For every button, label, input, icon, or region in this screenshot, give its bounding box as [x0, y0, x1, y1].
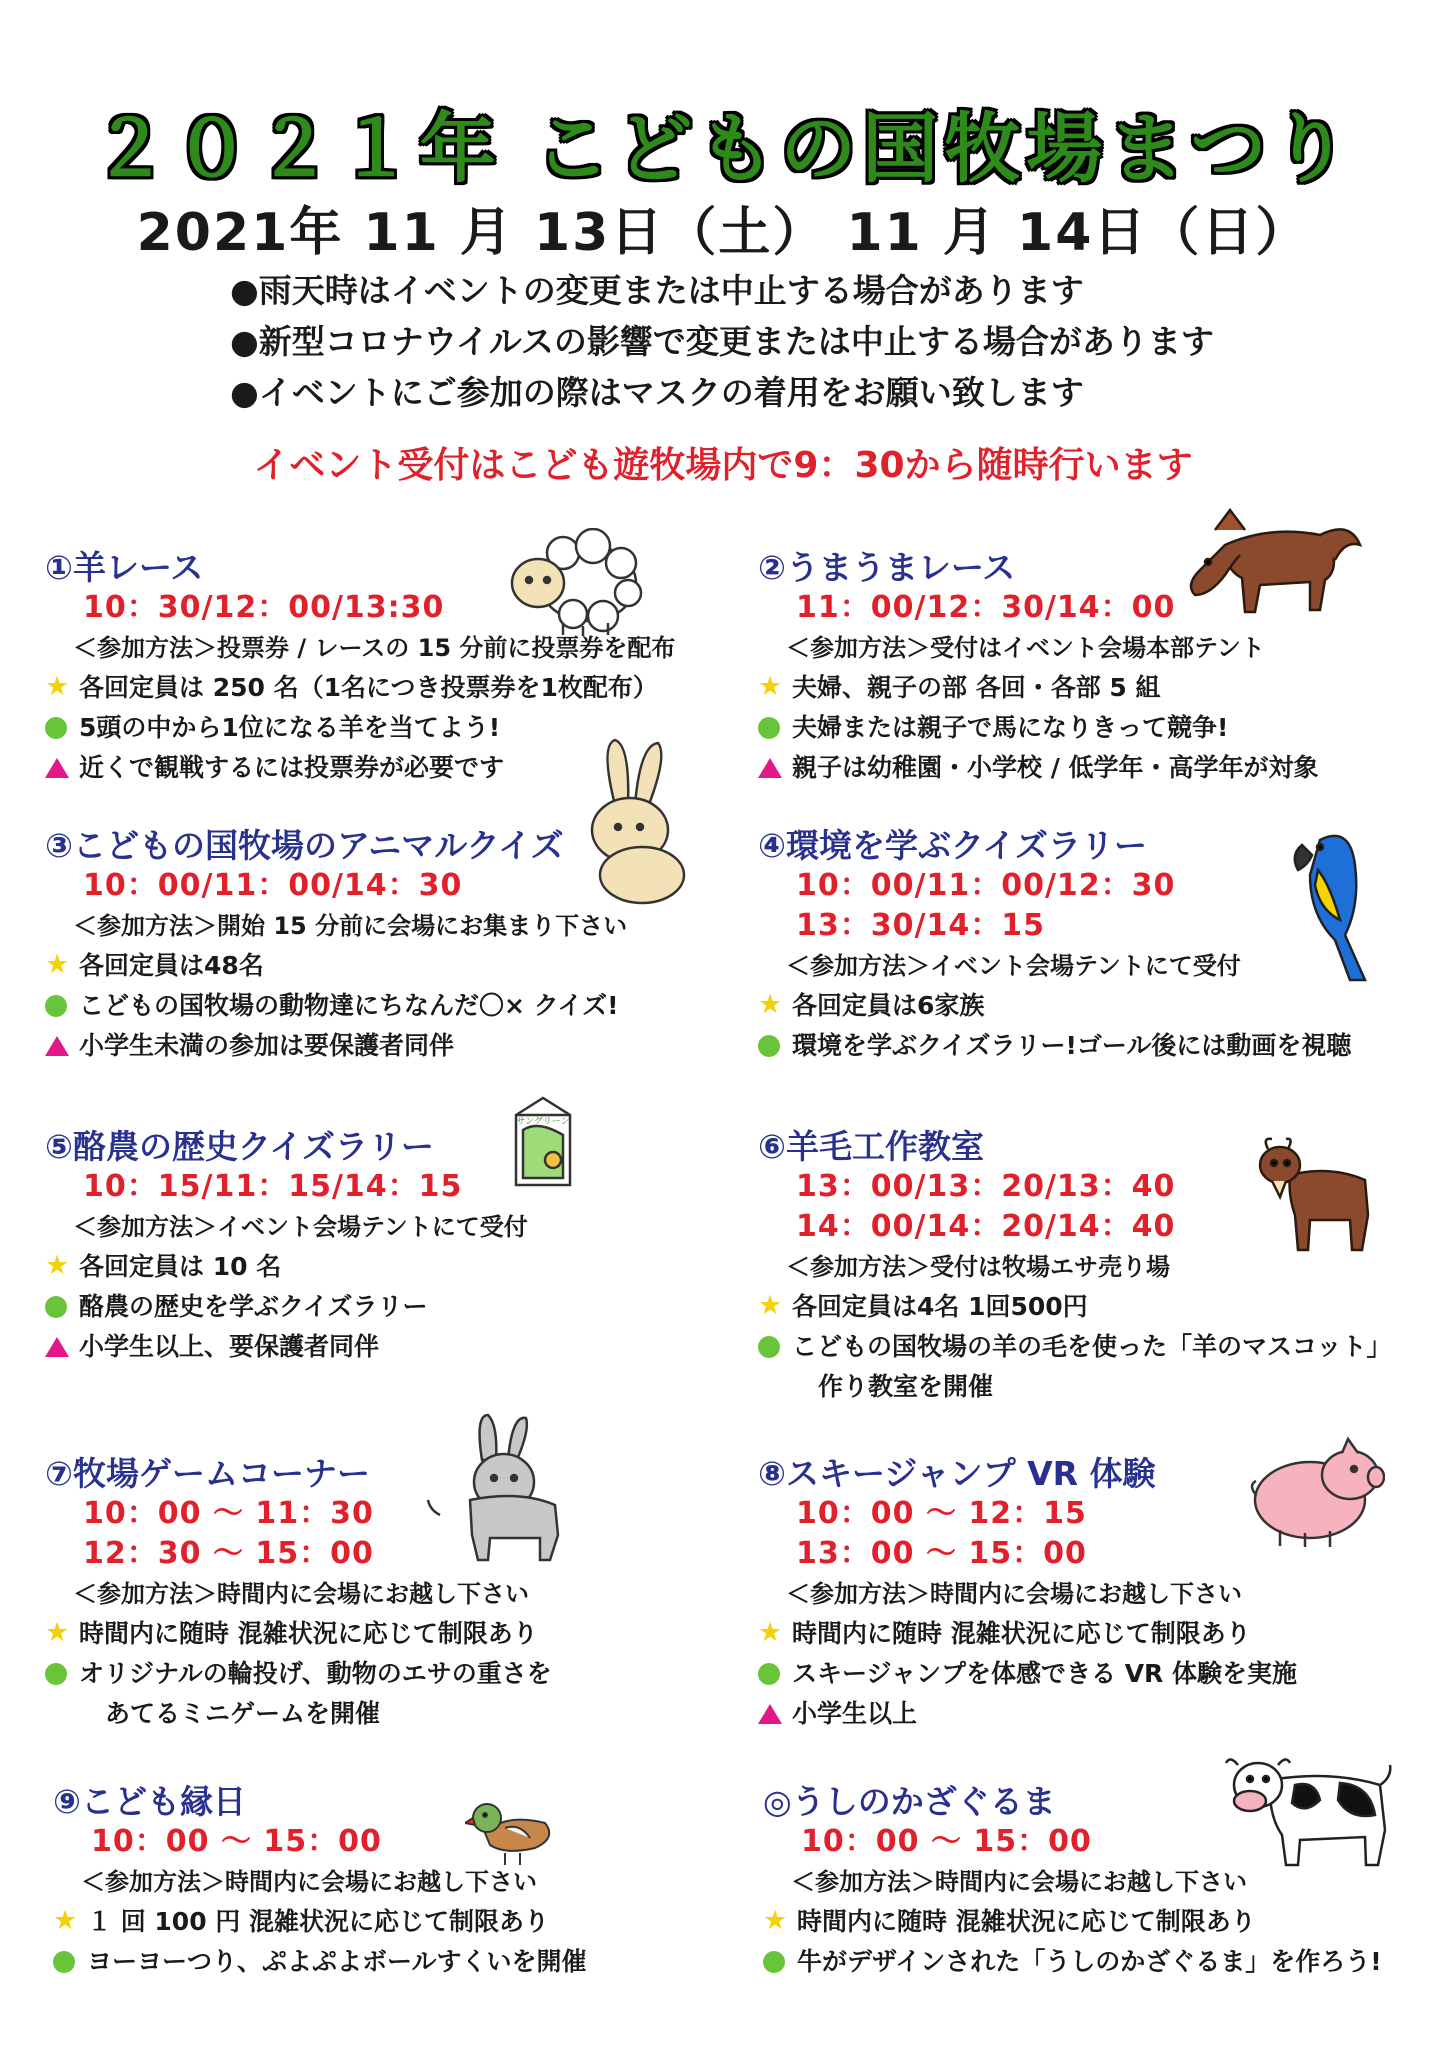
triangle-icon [758, 758, 782, 778]
section-method: ＜参加方法＞開始 15 分前に会場にお集まり下さい [73, 912, 628, 940]
section-time: 11：00/12：30/14：00 [796, 590, 1176, 625]
milk-carton-icon [508, 1090, 578, 1190]
row-text: 作り教室を開催 [818, 1372, 994, 1401]
row-text: 各回定員は 250 名（1名につき投票券を1枚配布） [79, 673, 658, 702]
capacity-row [53, 1902, 713, 1942]
green-dot-icon [763, 1951, 785, 1973]
event-dates: 2021年 11 月 13日（土） 11 月 14日（日） [136, 203, 1310, 263]
green-dot-icon [758, 1663, 780, 1685]
section-method: ＜参加方法＞時間内に会場にお越し下さい [786, 1580, 1242, 1608]
triangle-icon [45, 758, 69, 778]
capacity-row [758, 1614, 1418, 1654]
description-row [45, 1694, 705, 1734]
section-heading: ②うまうまレース [758, 548, 1016, 587]
star-icon: ★ [45, 671, 70, 702]
row-text: 牛がデザインされた「うしのかざぐるま」を作ろう! [797, 1947, 1382, 1976]
star-icon: ★ [53, 1905, 78, 1936]
section-method: ＜参加方法＞時間内に会場にお越し下さい [73, 1580, 529, 1608]
capacity-row [45, 1247, 705, 1287]
section-method: ＜参加方法＞受付は牧場エサ売り場 [786, 1253, 1170, 1281]
section-time: 13：30/14：15 [796, 908, 1045, 943]
star-icon: ★ [758, 1290, 783, 1321]
section-method: ＜参加方法＞時間内に会場にお越し下さい [791, 1868, 1247, 1896]
row-text: 各回定員は4名 1回500円 [792, 1292, 1088, 1321]
row-text: 親子は幼稚園・小学校 / 低学年・高学年が対象 [792, 753, 1319, 782]
description-row [45, 986, 705, 1026]
section-time: 13：00 〜 15：00 [796, 1536, 1087, 1571]
section-heading: ⑥羊毛工作教室 [758, 1127, 984, 1166]
description-row [763, 1942, 1423, 1982]
star-icon: ★ [763, 1905, 788, 1936]
row-text: 小学生未満の参加は要保護者同伴 [79, 1031, 455, 1060]
rabbit-icon [580, 735, 690, 905]
duck-icon [465, 1793, 560, 1868]
section-method: ＜参加方法＞イベント会場テントにて受付 [786, 952, 1241, 980]
section-time: 13：00/13：20/13：40 [796, 1169, 1176, 1204]
section-heading: ①羊レース [45, 548, 204, 587]
cow-icon [1220, 1745, 1395, 1870]
star-icon: ★ [45, 949, 70, 980]
green-dot-icon [45, 717, 67, 739]
description-row [45, 1287, 705, 1327]
row-text: 夫婦、親子の部 各回・各部 5 組 [792, 673, 1161, 702]
donkey-icon [420, 1410, 570, 1570]
star-icon: ★ [758, 671, 783, 702]
description-row [45, 1654, 705, 1694]
section-heading: ⑦牧場ゲームコーナー [45, 1454, 370, 1493]
row-text: 各回定員は6家族 [792, 991, 985, 1020]
row-text: 時間内に随時 混雑状況に応じて制限あり [79, 1619, 538, 1648]
triangle-icon [45, 1036, 69, 1056]
row-text: ヨーヨーつり、ぷよぷよボールすくいを開催 [87, 1947, 587, 1976]
row-text: 近くで観戦するには投票券が必要です [79, 753, 505, 782]
section-method: ＜参加方法＞受付はイベント会場本部テント [786, 634, 1265, 662]
capacity-row [45, 946, 705, 986]
row-text: 小学生以上 [792, 1699, 918, 1728]
section-time: 10：00 〜 12：15 [796, 1496, 1087, 1531]
event-section [45, 1454, 705, 1734]
notice-item: ●新型コロナウイルスの影響で変更または中止する場合があります [230, 322, 1214, 361]
triangle-icon [758, 1704, 782, 1724]
description-row [758, 708, 1418, 748]
event-section [45, 1127, 705, 1367]
description-row [758, 1026, 1418, 1066]
condition-row [758, 748, 1418, 788]
section-method: ＜参加方法＞時間内に会場にお越し下さい [81, 1868, 537, 1896]
triangle-icon [45, 1337, 69, 1357]
capacity-row [763, 1902, 1423, 1942]
capacity-row [758, 1287, 1418, 1327]
row-text: 環境を学ぶクイズラリー!ゴール後には動画を視聴 [792, 1031, 1352, 1060]
capacity-row [758, 986, 1418, 1026]
row-text: 時間内に随時 混雑状況に応じて制限あり [797, 1907, 1256, 1936]
section-time: 10：00/11：00/12：30 [796, 868, 1176, 903]
condition-row [758, 1694, 1418, 1734]
capacity-row [758, 668, 1418, 708]
section-time: 10：00 〜 15：00 [801, 1824, 1092, 1859]
section-method: ＜参加方法＞投票券 / レースの 15 分前に投票券を配布 [73, 634, 676, 662]
row-text: 各回定員は 10 名 [79, 1252, 282, 1281]
condition-row [45, 1327, 705, 1367]
section-heading: ⑤酪農の歴史クイズラリー [45, 1127, 434, 1166]
row-text: 酪農の歴史を学ぶクイズラリー [79, 1292, 428, 1321]
pig-icon [1250, 1435, 1385, 1550]
row-text: こどもの国牧場の動物達にちなんだ〇× クイズ! [79, 991, 619, 1020]
green-dot-icon [45, 1296, 67, 1318]
condition-row [45, 1026, 705, 1066]
section-heading: ⑧スキージャンプ VR 体験 [758, 1454, 1156, 1493]
star-icon: ★ [758, 1617, 783, 1648]
row-text: １ 回 100 円 混雑状況に応じて制限あり [87, 1907, 550, 1936]
sheep-icon [503, 528, 643, 638]
description-row [758, 1367, 1418, 1407]
description-row [758, 1327, 1418, 1367]
star-icon: ★ [45, 1250, 70, 1281]
row-text: 時間内に随時 混雑状況に応じて制限あり [792, 1619, 1251, 1648]
notice-item: ●イベントにご参加の際はマスクの着用をお願い致します [230, 373, 1084, 412]
row-text: スキージャンプを体感できる VR 体験を実施 [792, 1659, 1298, 1688]
green-dot-icon [758, 1035, 780, 1057]
section-heading: ⑨こども縁日 [53, 1782, 246, 1821]
section-method: ＜参加方法＞イベント会場テントにて受付 [73, 1213, 528, 1241]
row-text: 小学生以上、要保護者同伴 [79, 1332, 380, 1361]
section-time: 12：30 〜 15：00 [83, 1536, 374, 1571]
description-row [758, 1654, 1418, 1694]
notice-list [230, 265, 1330, 418]
section-heading: ◎うしのかざぐるま [763, 1782, 1056, 1821]
row-text: あてるミニゲームを開催 [105, 1699, 381, 1728]
page-title: ２０２１年 こどもの国牧場まつり [91, 104, 1355, 193]
green-dot-icon [758, 1336, 780, 1358]
section-heading: ③こどもの国牧場のアニマルクイズ [45, 826, 564, 865]
section-time: 10：00 〜 15：00 [91, 1824, 382, 1859]
row-text: 5頭の中から1位になる羊を当てよう! [79, 713, 501, 742]
section-time: 10：00/11：00/14：30 [83, 868, 463, 903]
notice-item: ●雨天時はイベントの変更または中止する場合があります [230, 271, 1084, 310]
row-text: 夫婦または親子で馬になりきって競争! [792, 713, 1229, 742]
horse-icon [1170, 500, 1370, 625]
parrot-icon [1290, 825, 1380, 985]
section-time: 10：30/12：00/13:30 [83, 590, 445, 625]
capacity-row [45, 668, 705, 708]
star-icon: ★ [758, 989, 783, 1020]
description-row [53, 1942, 713, 1982]
green-dot-icon [758, 717, 780, 739]
section-heading: ④環境を学ぶクイズラリー [758, 826, 1147, 865]
green-dot-icon [53, 1951, 75, 1973]
milk-carton-text: サングリーン [516, 1117, 570, 1127]
goat-icon [1250, 1135, 1380, 1255]
green-dot-icon [45, 1663, 67, 1685]
section-time: 10：00 〜 11：30 [83, 1496, 374, 1531]
row-text: 各回定員は48名 [79, 951, 264, 980]
section-time: 14：00/14：20/14：40 [796, 1209, 1176, 1244]
event-section [53, 1782, 713, 1982]
row-text: こどもの国牧場の羊の毛を使った「羊のマスコット」 [792, 1332, 1392, 1361]
reception-notice: イベント受付はこども遊牧場内で9：30から随時行います [253, 445, 1193, 486]
capacity-row [45, 1614, 705, 1654]
row-text: オリジナルの輪投げ、動物のエサの重さを [79, 1659, 552, 1688]
section-time: 10：15/11：15/14：15 [83, 1169, 463, 1204]
green-dot-icon [45, 995, 67, 1017]
star-icon: ★ [45, 1617, 70, 1648]
